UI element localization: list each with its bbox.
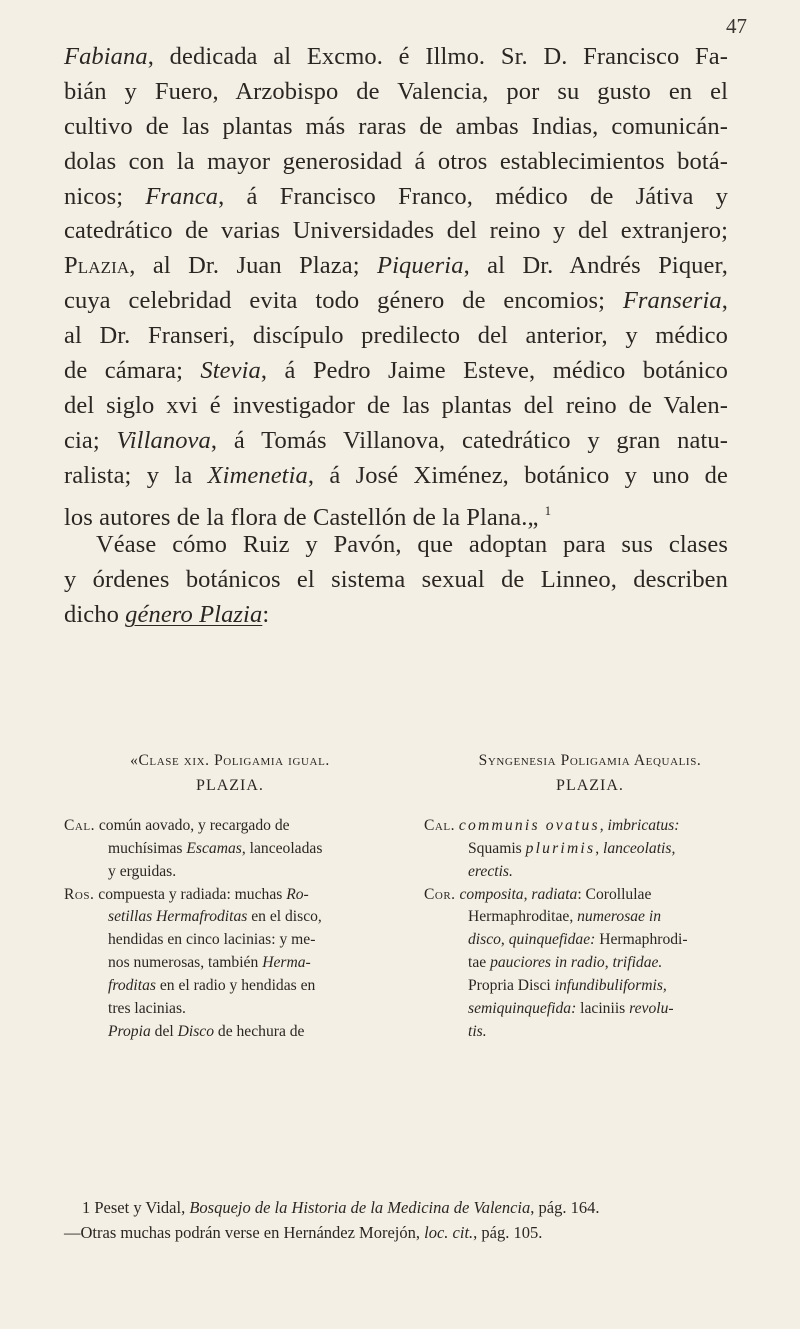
genus-name: Franseria	[622, 287, 722, 315]
text-line: nicos; Franca, á Francisco Franco, médico de Játiva y	[64, 182, 728, 210]
entry-key: Cor.	[424, 885, 456, 903]
footnote-ref: 1	[544, 502, 552, 518]
text-line: cia; Villanova, á Tomás Villanova, catedrático y gran natu-	[64, 426, 728, 454]
genus-name: Franca	[145, 182, 219, 210]
genus-name: Villanova	[116, 426, 211, 454]
description-entry: Cal. communis ovatus, imbricatus: Squamis plurimis, lanceolatis, erectis.	[424, 816, 680, 880]
description-entry: Cal. común aovado, y recargado de muchísimas Escamas, lanceoladas y erguidas.	[64, 816, 323, 880]
genus-name: género Plazia	[125, 601, 263, 629]
text-line: ralista; y la Ximenetia, á José Ximénez, botánico y uno de	[64, 461, 728, 489]
text-line: cuya celebridad evita todo género de encomios; Franseria,	[64, 287, 728, 315]
genus-heading: PLAZIA.	[556, 776, 624, 794]
text-line: Plazia, al Dr. Juan Plaza; Piqueria, al Dr. Andrés Piquer,	[64, 252, 728, 280]
class-heading: «Clase xix. Poligamia igual.	[130, 752, 330, 769]
latin-description	[424, 750, 756, 1044]
text-line: del siglo xvi é investigador de las plantas del reino de Valen-	[64, 391, 728, 419]
main-text	[64, 40, 728, 633]
genus-name: Plazia	[64, 252, 130, 280]
text-line: los autores de la flora de Castellón de la Plana.„ $^1$	[64, 502, 552, 531]
text-line: cultivo de las plantas más raras de ambas Indias, comunicán-	[64, 112, 728, 140]
genus-name: Fabiana	[64, 43, 148, 70]
description-entry: Ros. compuesta y radiada: muchas Ro- setillas Hermafroditas en el disco, hendidas en cinco lacinias: y me- nos numerosas, también Herma- froditas en el radio y hendidas en tres lacinias. Propia del Disco de hechura de	[64, 885, 322, 1040]
genus-heading: PLAZIA.	[196, 776, 264, 794]
spanish-description	[64, 750, 396, 1044]
text-line: dolas con la mayor generosidad á otros establecimientos botá-	[64, 147, 728, 175]
text-line: bián y Fuero, Arzobispo de Valencia, por su gusto en el	[64, 77, 728, 105]
entry-key: Cal.	[64, 816, 95, 834]
entry-key: Ros.	[64, 885, 95, 903]
footnote-line: 1 Peset y Vidal, Bosquejo de la Historia de la Medicina de Valencia, pág. 164.	[82, 1198, 600, 1217]
footnote-marker: 1	[82, 1198, 91, 1217]
entry-key: Cal.	[424, 816, 455, 834]
footnote-line: —Otras muchas podrán verse en Hernández Morejón, loc. cit., pág. 105.	[64, 1222, 543, 1242]
genus-name: Stevia	[200, 357, 261, 385]
genus-name: Ximenetia	[207, 461, 308, 489]
text-line: y órdenes botánicos el sistema sexual de Linneo, describen	[64, 566, 728, 594]
text-line: catedrático de varias Universidades del reino y del extranjero;	[64, 217, 728, 245]
class-heading: Syngenesia Poligamia Aequalis.	[478, 752, 702, 769]
text-line: de cámara; Stevia, á Pedro Jaime Esteve, médico botánico	[64, 357, 729, 385]
text-line: al Dr. Franseri, discípulo predilecto del anterior, y médico	[64, 322, 728, 350]
text-line: Fabiana, dedicada al Excmo. é Illmo. Sr. D. Francisco Fa-	[64, 43, 728, 70]
footnote	[64, 1196, 728, 1245]
text-line: Véase cómo Ruiz y Pavón, que adoptan para sus clases	[96, 531, 728, 559]
text-line: dicho género Plazia:	[64, 601, 270, 629]
page-number: 47	[726, 14, 747, 38]
genus-name: Piqueria	[377, 252, 464, 280]
description-entry: Cor. composita, radiata: Corollulae Hermaphroditae, numerosae in disco, quinquefidae: Hermaphrodi- tae pauciores in radio, trifidae. Propria Disci infundibuliformis, semiquinquefida: laciniis revolu- tis.	[424, 885, 688, 1040]
